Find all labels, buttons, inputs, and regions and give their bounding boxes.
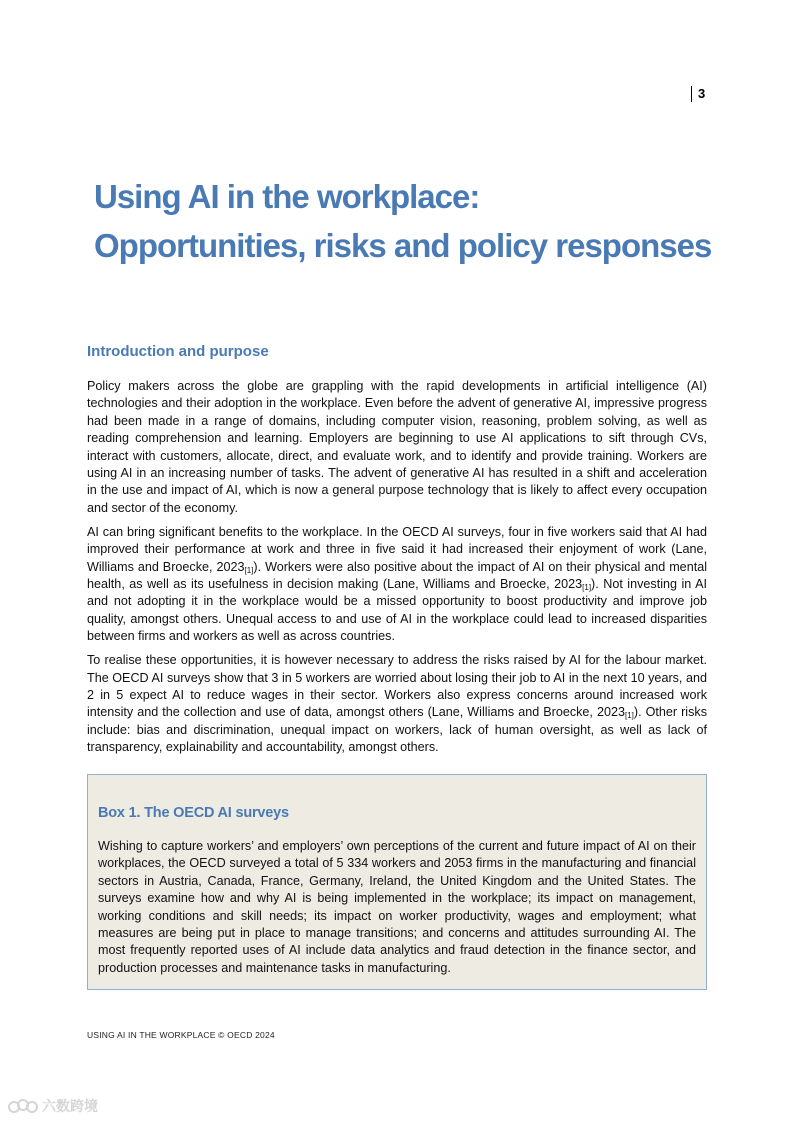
paragraph-2 [87, 524, 707, 646]
page-number: 3 [691, 86, 705, 102]
paragraph-3 [87, 652, 707, 756]
body-text [87, 378, 707, 763]
paragraph-2-text-a: AI can bring significant benefits to the workplace. In the OECD AI surveys, four in five workers said that AI had improved their performance at work and three in five said it had increased their enjoyment of work (Lane, Williams and Broecke, 2023 [87, 524, 707, 574]
paragraph-1: Policy makers across the globe are grappling with the rapid developments in artificial intelligence (AI) technologies and their adoption in the workplace. Even before the advent of generative AI, impressive progress had been made in a range of domains, including computer vision, reasoning, problem solving, as well as reading comprehension and learning. Employers are beginning to use AI applications to sift through CVs, interact with customers, allocate, direct, and evaluate work, and to identify and provide training. Workers are using AI in an increasing number of tasks. The advent of generative AI has resulted in a shift and acceleration in the use and impact of AI, which is now a general purpose technology that is likely to affect every occupation and sector of the economy. [87, 379, 707, 515]
watermark [8, 1096, 98, 1116]
page-footer: USING AI IN THE WORKPLACE © OECD 2024 [87, 1030, 275, 1040]
watermark-text: 六数跨境 [42, 1098, 98, 1114]
paragraph-3-text-a: To realise these opportunities, it is however necessary to address the risks raised by AI for the labour market. The OECD AI surveys show that 3 in 5 workers are worried about losing their job to AI in the next 10 years, and 2 in 5 expect AI to reduce wages in their sector. Workers also express concerns around increased work intensity and the collection and use of data, amongst others (Lane, Williams and Broecke, 2023 [87, 653, 707, 720]
paragraph-3-text-b: ). Other risks include: bias and discrimination, unequal impact on workers, lack of human oversight, as well as lack of transparency, explainability and accountability, amongst others. [87, 705, 707, 755]
reference-marker[interactable]: [1] [244, 565, 254, 575]
paragraph-2-text-c: ). Not investing in AI and not adopting it in the workplace would be a missed opportunity to boost productivity and improve job quality, amongst others. Unequal access to and use of AI in the workplace could lead to increased disparities between firms and workers as well as across countries. [87, 576, 707, 644]
section-heading: Introduction and purpose [87, 343, 269, 360]
page-title [94, 172, 734, 270]
page-title-line-2: Opportunities, risks and policy responses [94, 227, 712, 264]
reference-marker[interactable]: [1] [624, 711, 634, 721]
box-title: Box 1. The OECD AI surveys [98, 805, 289, 821]
paragraph-2-text-b: ). Workers were also positive about the impact of AI on their physical and mental health, as well as its usefulness in decision making (Lane, Williams and Broecke, 2023 [87, 559, 707, 591]
info-box [87, 774, 707, 990]
watermark-logo-icon [8, 1097, 38, 1115]
reference-marker[interactable]: [1] [582, 582, 592, 592]
box-text: Wishing to capture workers’ and employers’ own perceptions of the current and future impact of AI on their workplaces, the OECD surveyed a total of 5 334 workers and 2053 firms in the manufacturing and financial sectors in Austria, Canada, France, Germany, Ireland, the United Kingdom and the United States. The surveys examine how and why AI is being implemented in the workplace; its impact on management, working conditions and skill needs; its impact on worker productivity, wages and employment; what measures are being put in place to manage transitions; and concerns and attitudes surrounding AI. The most frequently reported uses of AI include data analytics and fraud detection in the finance sector, and production processes and maintenance tasks in manufacturing. [98, 839, 696, 975]
page-title-line-1: Using AI in the workplace: [94, 178, 480, 215]
